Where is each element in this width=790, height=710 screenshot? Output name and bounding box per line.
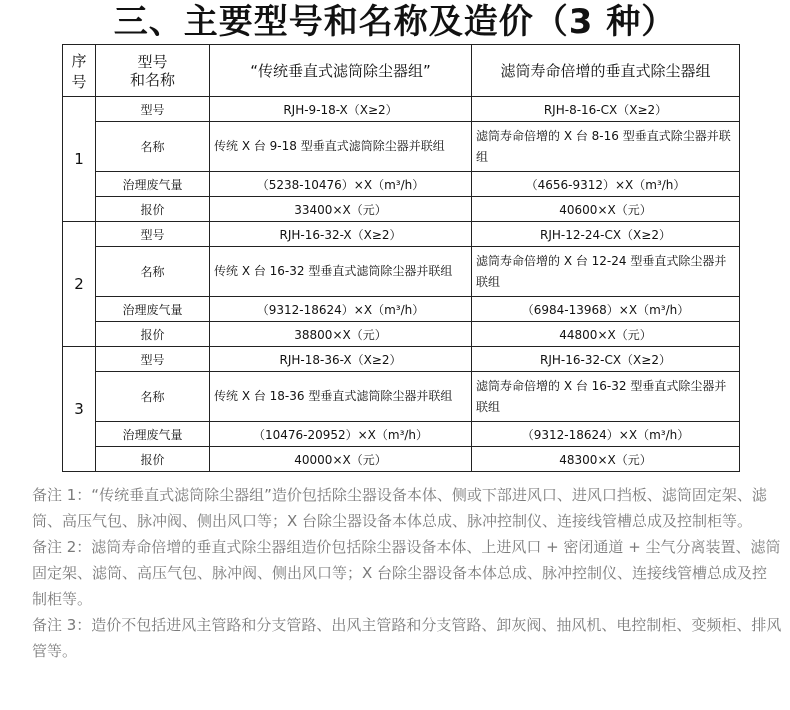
- header-seq-line1: 序: [71, 51, 87, 70]
- cell-traditional: 38800×X（元）: [210, 322, 472, 347]
- cell-traditional: 传统 X 台 9-18 型垂直式滤筒除尘器并联组: [210, 122, 472, 172]
- cell-enhanced: RJH-12-24-CX（X≥2）: [472, 222, 740, 247]
- cell-traditional: 传统 X 台 18-36 型垂直式滤筒除尘器并联组: [210, 372, 472, 422]
- row-label: 治理废气量: [96, 172, 210, 197]
- cell-traditional: 33400×X（元）: [210, 197, 472, 222]
- row-label: 名称: [96, 247, 210, 297]
- cell-traditional: （5238-10476）×X（m³/h）: [210, 172, 472, 197]
- cell-enhanced: 48300×X（元）: [472, 447, 740, 472]
- table-row: [63, 172, 740, 197]
- row-label: 型号: [96, 347, 210, 372]
- header-model-line2: 和名称: [129, 70, 175, 89]
- cell-traditional: （10476-20952）×X（m³/h）: [210, 422, 472, 447]
- table-row: [63, 372, 740, 422]
- row-label: 治理废气量: [96, 422, 210, 447]
- cell-enhanced: 40600×X（元）: [472, 197, 740, 222]
- cell-enhanced: 滤筒寿命倍增的 X 台 16-32 型垂直式除尘器并联组: [472, 372, 740, 422]
- table-row: [63, 347, 740, 372]
- table-row: [63, 197, 740, 222]
- table-row: [63, 297, 740, 322]
- group-seq: 2: [63, 222, 96, 347]
- table-row: [63, 247, 740, 297]
- notes-section: [32, 482, 782, 664]
- cell-traditional: 传统 X 台 16-32 型垂直式滤筒除尘器并联组: [210, 247, 472, 297]
- note-1: 备注 1：“传统垂直式滤筒除尘器组”造价包括除尘器设备本体、侧或下部进风口、进风口挡板、滤筒固定架、滤筒、高压气包、脉冲阀、侧出风口等；X 台除尘器设备本体总成、脉冲控制仪、连接线管槽总成及控制柜等。: [32, 486, 767, 530]
- cell-enhanced: （9312-18624）×X（m³/h）: [472, 422, 740, 447]
- header-col-enhanced: 滤筒寿命倍增的垂直式除尘器组: [472, 45, 740, 97]
- cell-enhanced: 滤筒寿命倍增的 X 台 12-24 型垂直式除尘器并联组: [472, 247, 740, 297]
- group-seq: 1: [63, 97, 96, 222]
- cell-traditional: RJH-16-32-X（X≥2）: [210, 222, 472, 247]
- table-row: [63, 97, 740, 122]
- row-label: 报价: [96, 322, 210, 347]
- header-seq-line2: 号: [71, 72, 87, 91]
- header-col-traditional: “传统垂直式滤筒除尘器组”: [210, 45, 472, 97]
- table-row: [63, 447, 740, 472]
- cell-traditional: （9312-18624）×X（m³/h）: [210, 297, 472, 322]
- table-row: [63, 222, 740, 247]
- row-label: 报价: [96, 447, 210, 472]
- row-label: 报价: [96, 197, 210, 222]
- row-label: 治理废气量: [96, 297, 210, 322]
- row-label: 型号: [96, 222, 210, 247]
- row-label: 名称: [96, 372, 210, 422]
- header-model-name: [96, 45, 210, 97]
- price-table: [62, 44, 740, 472]
- cell-enhanced: RJH-8-16-CX（X≥2）: [472, 97, 740, 122]
- table-row: [63, 122, 740, 172]
- table-row: [63, 422, 740, 447]
- page-title: 三、主要型号和名称及造价（3 种）: [113, 2, 677, 42]
- cell-enhanced: 44800×X（元）: [472, 322, 740, 347]
- row-label: 型号: [96, 97, 210, 122]
- cell-traditional: 40000×X（元）: [210, 447, 472, 472]
- table-header-row: [63, 45, 740, 97]
- cell-traditional: RJH-18-36-X（X≥2）: [210, 347, 472, 372]
- cell-enhanced: （4656-9312）×X（m³/h）: [472, 172, 740, 197]
- cell-enhanced: 滤筒寿命倍增的 X 台 8-16 型垂直式除尘器并联组: [472, 122, 740, 172]
- row-label: 名称: [96, 122, 210, 172]
- header-model-line1: 型号: [137, 52, 168, 71]
- cell-enhanced: （6984-13968）×X（m³/h）: [472, 297, 740, 322]
- cell-traditional: RJH-9-18-X（X≥2）: [210, 97, 472, 122]
- note-2: 备注 2：滤筒寿命倍增的垂直式除尘器组造价包括除尘器设备本体、上进风口 + 密闭通道 + 尘气分离装置、滤筒固定架、滤筒、高压气包、脉冲阀、侧出风口等；X 台除尘器设备本体总成、脉冲控制仪、连接线管槽总成及控制柜等。: [32, 538, 781, 608]
- group-seq: 3: [63, 347, 96, 472]
- header-seq: [63, 45, 96, 97]
- table-row: [63, 322, 740, 347]
- note-3: 备注 3：造价不包括进风主管路和分支管路、出风主管路和分支管路、卸灰阀、抽风机、电控制柜、变频柜、排风管等。: [32, 616, 782, 660]
- cell-enhanced: RJH-16-32-CX（X≥2）: [472, 347, 740, 372]
